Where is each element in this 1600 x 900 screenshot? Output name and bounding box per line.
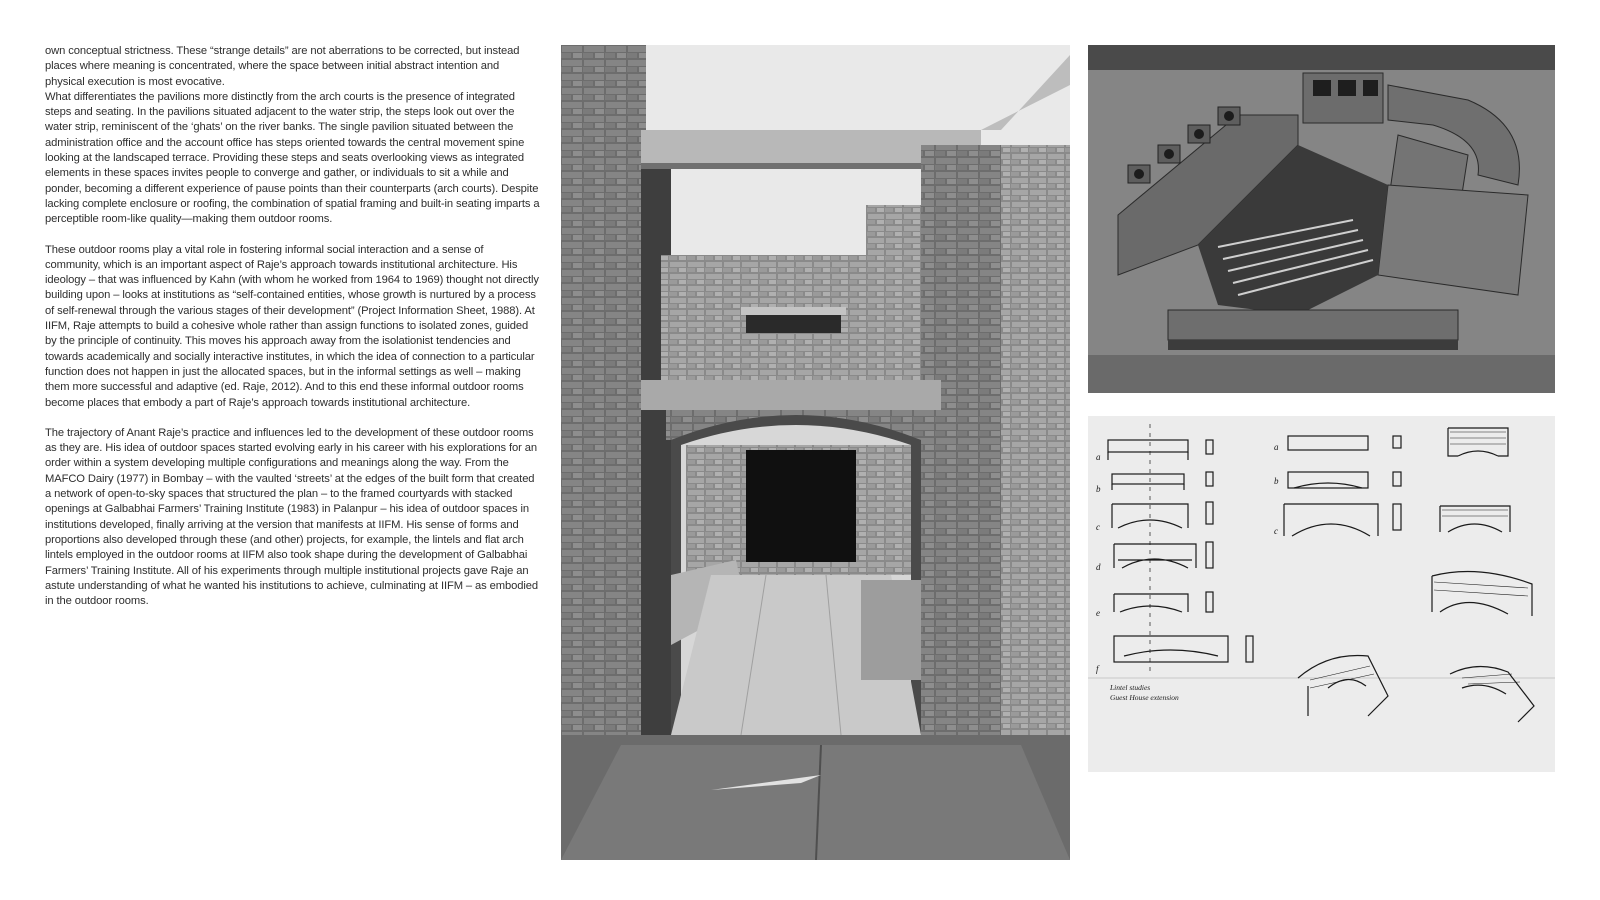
sketch-label-c: c xyxy=(1096,522,1100,532)
sketch-caption-line-1: Lintel studies xyxy=(1110,683,1151,692)
sketch-label-f: f xyxy=(1096,664,1099,674)
sketch-label-right-c: c xyxy=(1274,526,1278,536)
article-text xyxy=(45,44,540,609)
paragraph-2: What differentiates the pavilions more distinctly from the arch courts is the presence of integrated steps and seating. In the pavilions situated adjacent to the water strip, the steps look out over the water strip, reminiscent of the ‘ghats’ on the river banks. The single pavilion situated between the administration office and the account office has steps oriented towards the central movement spine looking at the landscaped terrace. Providing these steps and seats overlooking views as integrated elements in these spaces invites people to converge and gather, or individuals to sit a while and ponder, becoming a different experience of pause points than their counterparts (arch courts). Despite lacking complete enclosure or roofing, the combination of spatial framing and built-in seating imparts a perceptible room-like quality—making them outdoor rooms. xyxy=(45,90,540,226)
sketch-label-right-b: b xyxy=(1274,476,1279,486)
sketch-label-e: e xyxy=(1096,608,1100,618)
paragraph-1: own conceptual strictness. These “strange details” are not aberrations to be corrected, but instead places where meaning is concentrated, where the space between initial abstract intention and physical execution is most evocative. xyxy=(45,45,520,88)
lintel-sketch-sheet xyxy=(1088,416,1555,772)
sketch-label-b: b xyxy=(1096,484,1101,494)
paragraph-4: The trajectory of Anant Raje’s practice and influences led to the development of these outdoor rooms as they are. His idea of outdoor spaces started evolving early in his career with his explorations for an order within a system developing multiple configurations and meanings along the way. From the MAFCO Dairy (1977) in Bombay – with the vaulted ‘streets’ at the edges of the built form that created a network of open-to-sky spaces that structured the plan – to the framed courtyards with stacked openings at Galbabhai Farmers’ Training Institute (1983) in Palanpur – his idea of outdoor spaces in institutions developed, finally arriving at the version that manifests at IIFM. His sense of forms and proportions also developed through these (and other) projects, for example, the lintels and flat arch lintels employed in the outdoor rooms at IIFM also took shape during the development of Galbabhai Farmers’ Training Institute. All of his experiments through multiple institutional projects gave Raje an astute understanding of what he wanted his institutions to achieve, culminating at IIFM – as embodied in the outdoor rooms. xyxy=(45,426,539,608)
sketch-label-a: a xyxy=(1096,452,1101,462)
paragraph-3: These outdoor rooms play a vital role in fostering informal social interaction and a sense of community, which is an important aspect of Raje’s approach towards institutional architecture. His ideology – that was influenced by Kahn (with whom he worked from 1964 to 1969) thought not directly building upon – looks at institutions as “self-contained entities, whose growth is nurtured by a process of self-renewal through the various stages of their development” (Project Information Sheet, 1988). At IIFM, Raje attempts to build a cohesive whole rather than assign functions to isolated zones, guided by the principle of continuity. This moves his approach away from the isolationist tendencies and towards academically and socially interactive institutes, in which the idea of connection to a particular function does not happen in just the allocated spaces, but in the informal settings as well – making them more successful and adaptive (ed. Raje, 2012). And to this end these informal outdoor rooms become places that embody a part of Raje’s approach towards institutional architecture. xyxy=(45,243,539,409)
sketch-label-d: d xyxy=(1096,562,1101,572)
architectural-model-photo xyxy=(1088,45,1555,393)
sketch-caption-line-2: Guest House extension xyxy=(1110,693,1179,702)
outdoor-room-photo xyxy=(561,45,1070,860)
sketch-label-right-a: a xyxy=(1274,442,1279,452)
